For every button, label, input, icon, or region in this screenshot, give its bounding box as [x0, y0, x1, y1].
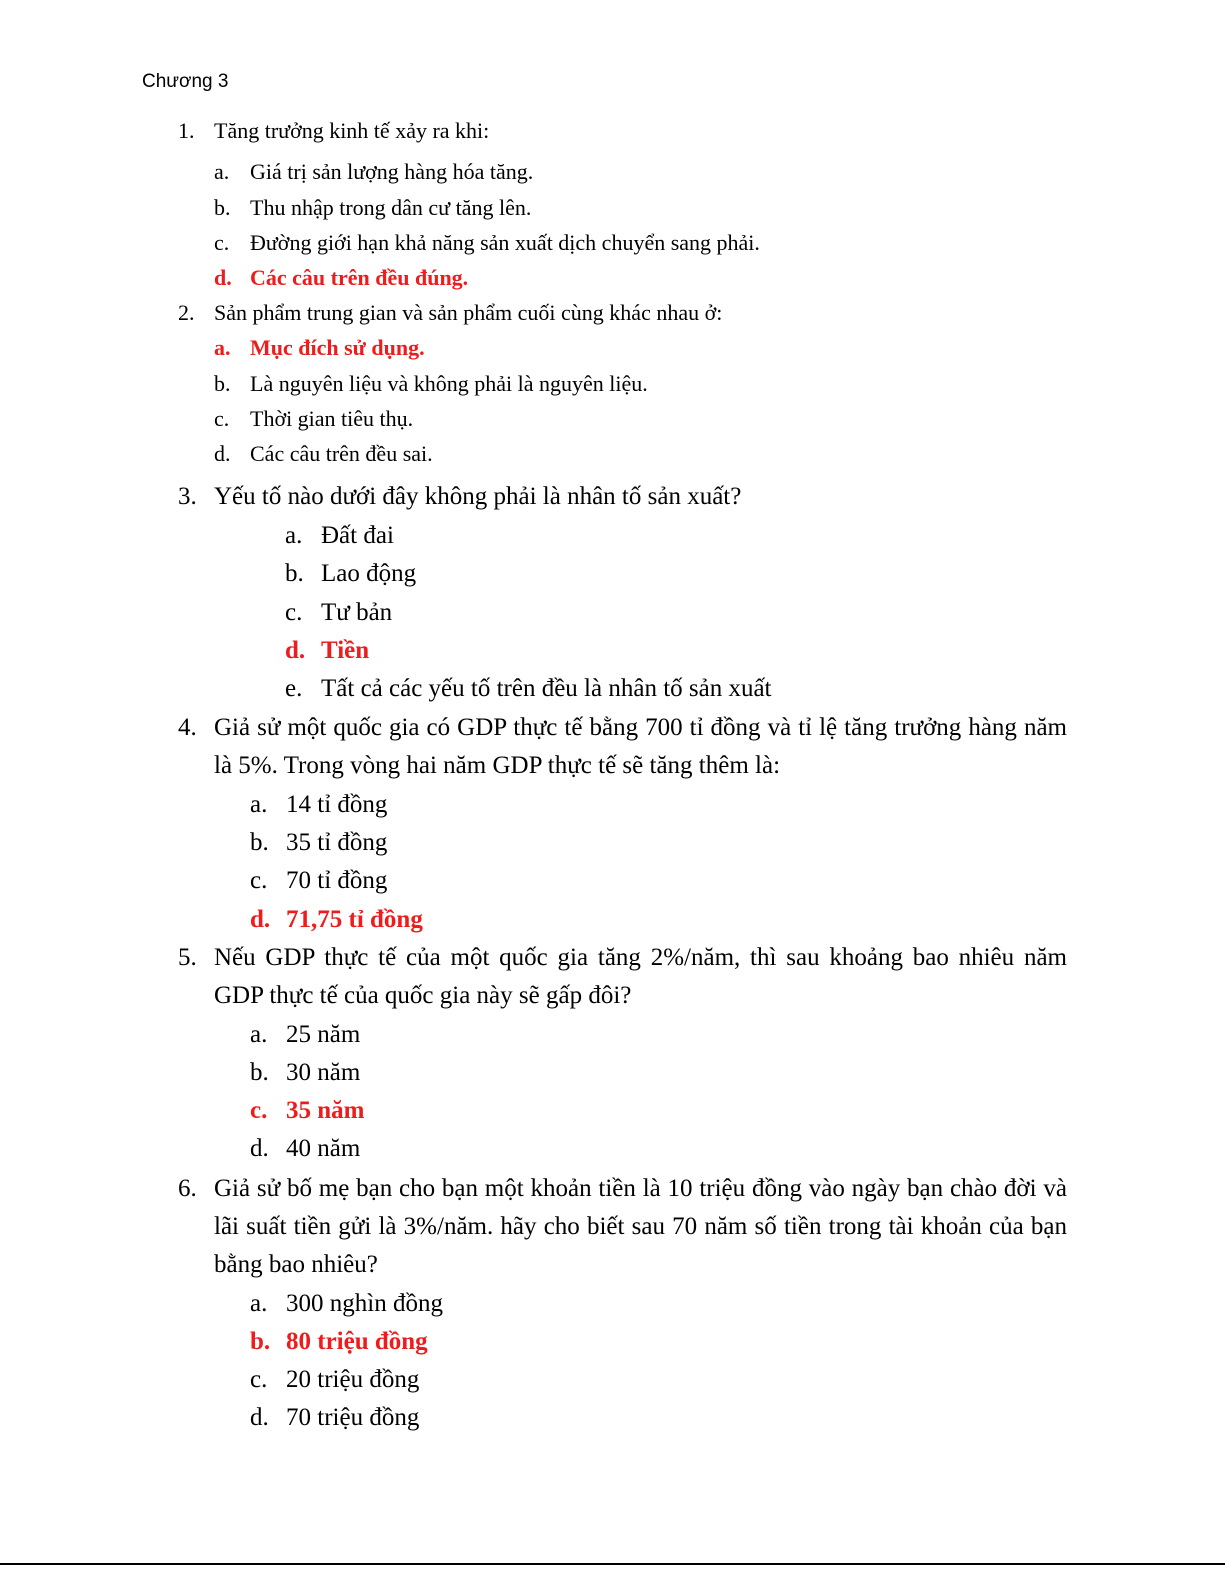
option-4b: [250, 826, 387, 860]
option-letter: a.: [250, 1290, 268, 1317]
question-text: Giả sử một quốc gia có GDP thực tế bằng 700 tỉ đồng và tỉ lệ tăng trưởng hàng năm là 5%. Trong vòng hai năm GDP thực tế sẽ tăng thêm là:: [214, 714, 1067, 779]
option-letter: b.: [250, 1059, 269, 1086]
question-number: 3.: [178, 483, 197, 510]
question-5: [178, 939, 1067, 1015]
option-letter: b.: [285, 560, 304, 587]
question-text: Giả sử bố mẹ bạn cho bạn một khoản tiền là 10 triệu đồng vào ngày bạn chào đời và lãi suất tiền gửi là 3%/năm. hãy cho biết sau 70 năm số tiền trong tài khoản của bạn bằng bao nhiêu?: [214, 1175, 1067, 1278]
option-text: 25 năm: [286, 1021, 361, 1048]
option-text: 40 năm: [286, 1135, 361, 1162]
option-letter: a.: [214, 159, 230, 184]
question-1: [178, 116, 1067, 146]
option-text: Tất cả các yếu tố trên đều là nhân tố sản xuất: [321, 675, 772, 702]
option-text: 70 triệu đồng: [286, 1404, 420, 1431]
option-2a-correct: [214, 333, 425, 363]
option-text: Mục đích sử dụng.: [250, 335, 425, 360]
question-text: Yếu tố nào dưới đây không phải là nhân tố sản xuất?: [214, 483, 742, 510]
option-letter: c.: [250, 867, 268, 894]
question-number: 1.: [178, 118, 195, 143]
option-2c: [214, 404, 413, 434]
option-letter: d.: [285, 637, 306, 664]
option-4c: [250, 864, 387, 898]
option-text: Tiền: [321, 637, 370, 664]
option-text: Đường giới hạn khả năng sản xuất dịch chuyển sang phải.: [250, 230, 760, 255]
option-text: Thời gian tiêu thụ.: [250, 406, 414, 431]
page-bottom-border: [0, 1563, 1225, 1565]
option-4d-correct: [250, 903, 423, 937]
option-text: Các câu trên đều đúng.: [250, 265, 469, 290]
question-number: 2.: [178, 300, 195, 325]
option-text: Tư bản: [321, 599, 393, 626]
option-text: 30 năm: [286, 1059, 361, 1086]
option-letter: b.: [214, 371, 231, 396]
option-4a: [250, 788, 387, 822]
option-text: 35 tỉ đồng: [286, 829, 388, 856]
option-text: Lao động: [321, 560, 417, 587]
option-letter: c.: [214, 230, 230, 255]
option-1d-correct: [214, 263, 468, 293]
option-text: 80 triệu đồng: [286, 1328, 428, 1355]
option-6b-correct: [250, 1325, 428, 1359]
option-letter: a.: [250, 791, 268, 818]
option-text: Đất đai: [321, 522, 394, 549]
option-letter: b.: [214, 195, 231, 220]
option-1a: [214, 157, 533, 187]
option-letter: c.: [250, 1366, 268, 1393]
question-2: [178, 298, 1067, 328]
option-letter: d.: [214, 265, 232, 290]
option-letter: a.: [285, 522, 303, 549]
option-letter: c.: [250, 1097, 268, 1124]
option-3a: [285, 519, 394, 553]
option-text: 20 triệu đồng: [286, 1366, 420, 1393]
question-3: [178, 478, 1067, 516]
option-6d: [250, 1401, 419, 1435]
question-number: 5.: [178, 944, 197, 971]
question-4: [178, 709, 1067, 785]
option-letter: c.: [214, 406, 230, 431]
option-letter: e.: [285, 675, 303, 702]
question-text: Nếu GDP thực tế của một quốc gia tăng 2%/năm, thì sau khoảng bao nhiêu năm GDP thực tế của quốc gia này sẽ gấp đôi?: [214, 944, 1067, 1009]
question-number: 6.: [178, 1175, 197, 1202]
option-5b: [250, 1056, 360, 1090]
option-3b: [285, 557, 416, 591]
option-letter: d.: [250, 906, 271, 933]
option-text: 300 nghìn đồng: [286, 1290, 443, 1317]
option-6a: [250, 1287, 443, 1321]
option-5a: [250, 1018, 360, 1052]
option-text: 70 tỉ đồng: [286, 867, 388, 894]
option-2d: [214, 439, 433, 469]
option-letter: d.: [250, 1404, 269, 1431]
option-letter: d.: [214, 441, 231, 466]
question-text: Sản phẩm trung gian và sản phẩm cuối cùng khác nhau ở:: [214, 300, 723, 325]
option-2b: [214, 369, 648, 399]
question-text: Tăng trưởng kinh tế xảy ra khi:: [214, 118, 490, 143]
option-text: Là nguyên liệu và không phải là nguyên liệu.: [250, 371, 648, 396]
option-text: 14 tỉ đồng: [286, 791, 388, 818]
option-letter: a.: [250, 1021, 268, 1048]
option-6c: [250, 1363, 419, 1397]
option-text: Giá trị sản lượng hàng hóa tăng.: [250, 159, 534, 184]
option-3c: [285, 596, 392, 630]
option-letter: d.: [250, 1135, 269, 1162]
option-letter: a.: [214, 335, 231, 360]
option-5d: [250, 1132, 360, 1166]
option-5c-correct: [250, 1094, 364, 1128]
option-letter: c.: [285, 599, 303, 626]
option-text: 35 năm: [286, 1097, 365, 1124]
option-text: Các câu trên đều sai.: [250, 441, 433, 466]
option-letter: b.: [250, 1328, 271, 1355]
option-letter: b.: [250, 829, 269, 856]
question-number: 4.: [178, 714, 197, 741]
option-1c: [214, 228, 760, 258]
option-3e: [285, 672, 772, 706]
option-3d-correct: [285, 634, 369, 668]
option-1b: [214, 193, 531, 223]
option-text: 71,75 tỉ đồng: [286, 906, 423, 933]
option-text: Thu nhập trong dân cư tăng lên.: [250, 195, 532, 220]
question-6: [178, 1170, 1067, 1284]
chapter-heading: Chương 3: [142, 71, 229, 92]
